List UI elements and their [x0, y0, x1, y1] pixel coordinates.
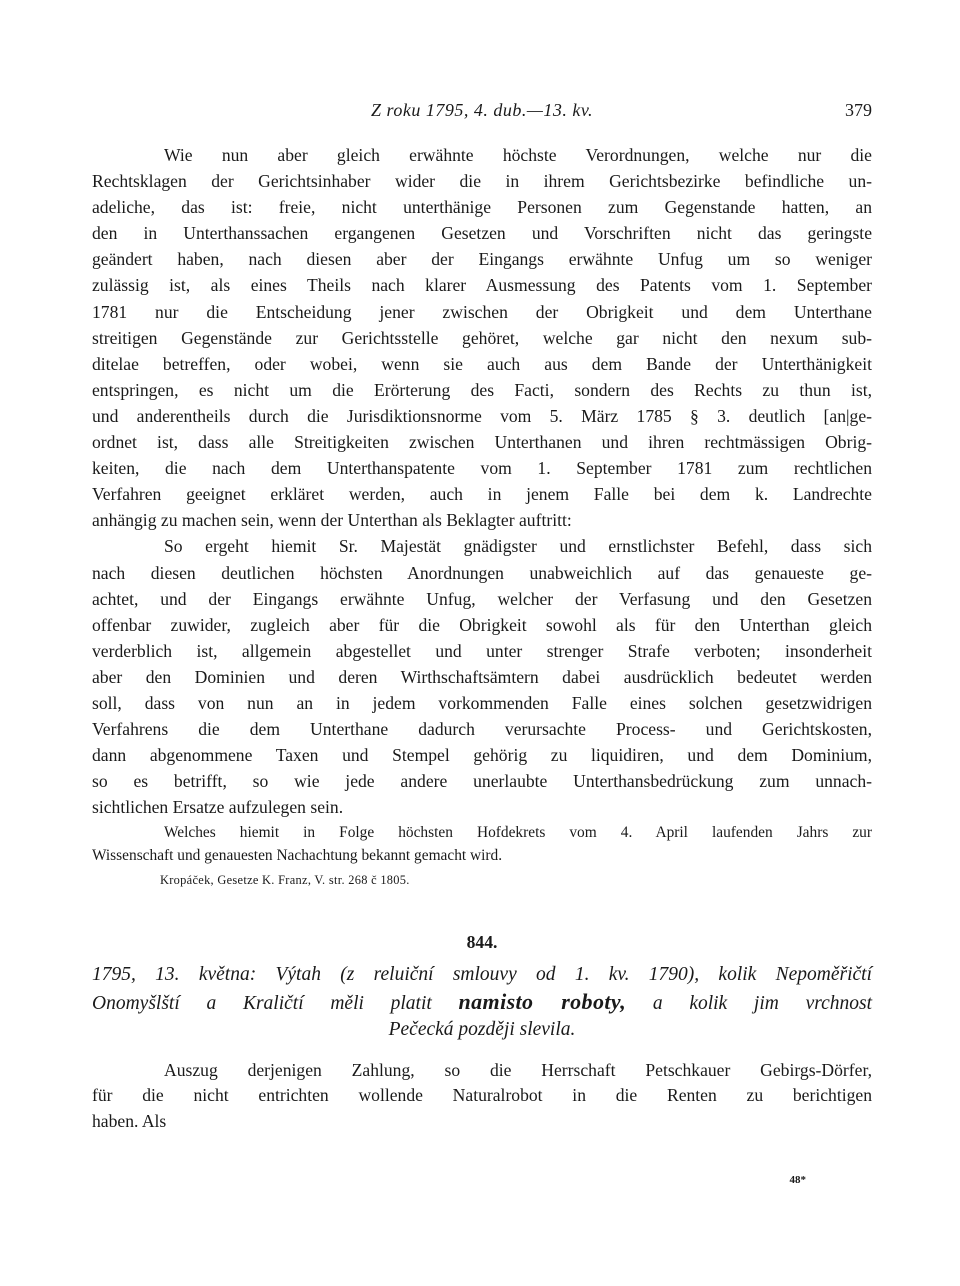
text-line: dann abgenommene Taxen und Stempel gehörig zu liquidiren, und dem Dominium, — [92, 745, 872, 766]
paragraph-1 — [92, 142, 872, 533]
page-number: 379 — [845, 100, 872, 120]
text-line: verderblich ist, allgemein abgestellet und unter strenger Strafe verboten; insonderheit — [92, 640, 872, 661]
text-line: soll, dass von nun an in jedem vorkommenden Falle eines solchen gesetzwidrigen — [92, 692, 872, 713]
text-line: geändert haben, nach diesen aber der Eingangs erwähnte Unfug um so weniger — [92, 249, 872, 270]
text-line: für die nicht entrichten wollende Naturalrobot in die Renten zu berichtigen — [92, 1085, 872, 1106]
running-head — [92, 100, 872, 124]
regest-line: 1795, 13. května: Výtah (z reluiční smlouvy od 1. kv. 1790), kolik Nepoměřičtí — [92, 964, 872, 986]
source-citation: Kropáček, Gesetze K. Franz, V. str. 268 č 1805. — [160, 873, 410, 888]
text-line: anhängig zu machen sein, wenn der Unterthan als Beklagter auftritt: — [92, 510, 572, 531]
text-line: Auszug derjenigen Zahlung, so die Herrschaft Petschkauer Gebirgs-Dörfer, — [164, 1059, 872, 1080]
paragraph-2 — [92, 533, 872, 820]
paragraph-3 — [92, 821, 872, 867]
regest-line: Pečecká později slevila. — [388, 1019, 576, 1041]
text-line: so es betrifft, so wie jede andere unerlaubte Unterthansbedrückung zum unnach- — [92, 771, 872, 792]
text-line: achtet, und der Eingangs erwähnte Unfug, welcher der Verfasung und den Gesetzen — [92, 588, 872, 609]
text-line: offenbar zuwider, zugleich aber für die Obrigkeit sowohl als für den Unterthan gleich — [92, 614, 872, 635]
text-line: Rechtsklagen der Gerichtsinhaber wider die in ihrem Gerichtsbezirke befindliche un- — [92, 171, 872, 192]
text-line: ditelae betreffen, oder wobei, wenn sie auch aus dem Bande der Unterthänigkeit — [92, 353, 872, 374]
body-text — [92, 142, 872, 1134]
text-line: Verfahren geeignet erkläret werden, auch in jenem Falle bei dem k. Landrechte — [92, 484, 872, 505]
running-title: Z roku 1795, 4. dub.—13. kv. — [371, 100, 593, 120]
text-line: 1781 nur die Entscheidung jener zwischen der Obrigkeit und dem Unterthane — [92, 301, 872, 322]
text-line: zulässig ist, als eines Theils nach klarer Ausmessung des Patents vom 1. September — [92, 275, 872, 296]
signature-mark: 48* — [789, 1174, 806, 1186]
text-line: Wie nun aber gleich erwähnte höchste Verordnungen, welche nur die — [164, 145, 872, 165]
regest-heading — [92, 962, 872, 1044]
text-line: den in Unterthanssachen ergangenen Gesetzen und Vorschriften nicht das geringste — [92, 223, 872, 244]
text-line: Wissenschaft und genauesten Nachachtung bekannt gemacht wird. — [92, 847, 503, 865]
paragraph-4 — [92, 1058, 872, 1135]
regest-emphasis: namisto roboty, — [458, 988, 627, 1014]
text-line: haben. Als — [92, 1110, 167, 1131]
text-line: streitigen Gegenstände zur Gerichtsstelle gehöret, welche gar nicht den nexum sub- — [92, 327, 872, 348]
regest-text: a kolik jim vrchnost — [652, 992, 872, 1014]
text-line: sichtlichen Ersatze aufzulegen sein. — [92, 797, 344, 818]
regest-text: Onomyšlští a Kraličtí měli platit — [92, 992, 432, 1014]
text-line: keiten, die nach dem Unterthanspatente vom 1. September 1781 zum rechtlichen — [92, 458, 872, 479]
text-line: Welches hiemit in Folge höchsten Hofdekrets vom 4. April laufenden Jahrs zur — [164, 824, 872, 842]
text-line: aber den Dominien und deren Wirthschaftsämtern dabei ausdrücklich bedeutet werden — [92, 666, 872, 687]
text-line: ordnet ist, dass alle Streitigkeiten zwischen Unterthanen und ihren rechtmässigen Obrig- — [92, 432, 872, 453]
text-line: und anderentheils durch die Jurisdiktionsnorme vom 5. März 1785 § 3. deutlich [an|ge- — [92, 405, 872, 426]
regest-line — [92, 989, 872, 1018]
text-line: adeliche, das ist: freie, nicht unterthänige Personen zum Gegenstande hatten, an — [92, 197, 872, 218]
document-number: 844. — [466, 932, 498, 953]
text-line: Verfahrens die dem Unterthane dadurch verursachte Process- und Gerichtskosten, — [92, 719, 872, 740]
text-line: entspringen, es nicht um die Erörterung des Facti, sondern des Rechts zu thun ist, — [92, 379, 872, 400]
text-line: nach diesen deutlichen höchsten Anordnungen unabweichlich auf das genaueste ge- — [92, 562, 872, 583]
text-line: So ergeht hiemit Sr. Majestät gnädigster und ernstlichster Befehl, dass sich — [164, 536, 872, 557]
